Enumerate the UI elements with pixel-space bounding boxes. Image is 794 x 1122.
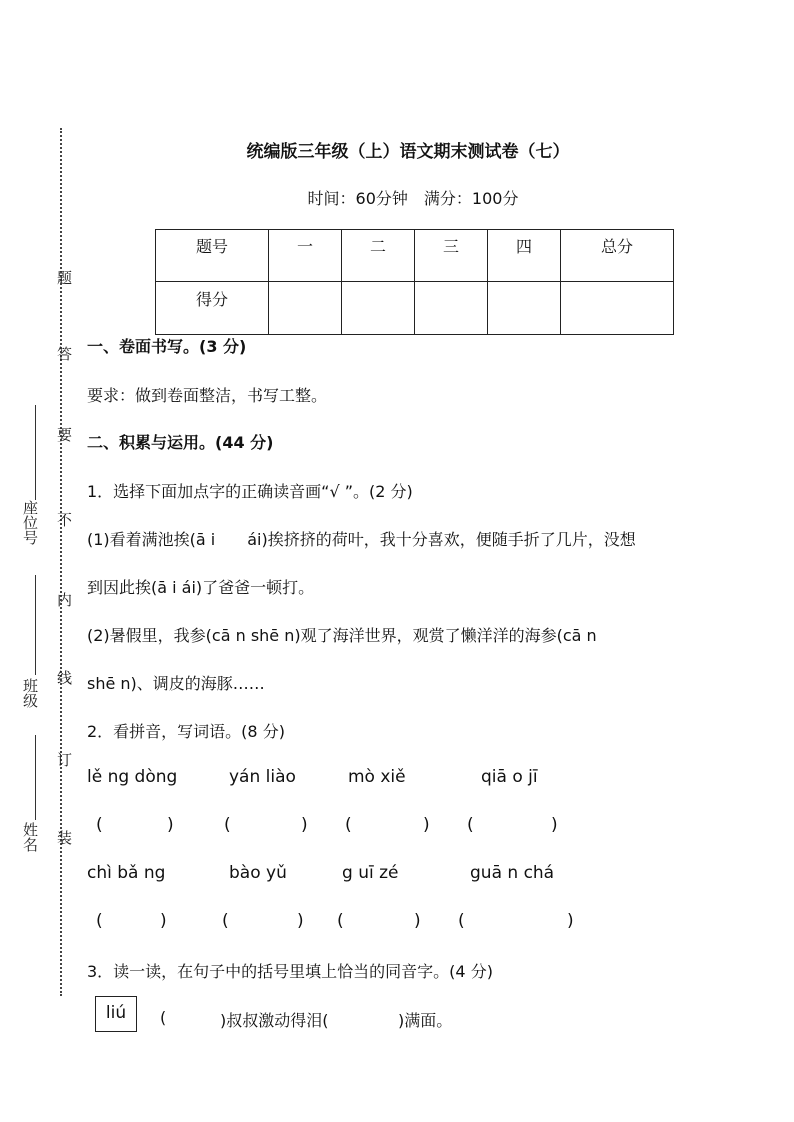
answer-paren-close: ) — [167, 815, 174, 835]
name-blank-line[interactable] — [35, 735, 36, 820]
pinyin-prompt: bào yǔ — [229, 863, 287, 883]
binding-char: 订 — [55, 752, 73, 767]
answer-paren-close: ) — [414, 911, 421, 931]
question-text: shē n)、调皮的海豚…… — [87, 674, 265, 693]
binding-char: 内 — [55, 592, 73, 607]
section-title: 一、卷面书写。(3 分) — [87, 337, 247, 356]
score-input-cell[interactable] — [269, 282, 342, 335]
answer-paren-close: ) — [297, 911, 304, 931]
name-label: 姓名 — [21, 822, 39, 852]
page-title: 统编版三年级（上）语文期末测试卷（七） — [246, 142, 570, 162]
answer-paren-close: ) — [551, 815, 558, 835]
seat-label: 座位号 — [21, 500, 39, 545]
question-text: 到因此挨(ā i ái)了爸爸一顿打。 — [87, 578, 315, 597]
binding-char: 要 — [55, 427, 73, 442]
table-header-cell: 一 — [269, 230, 342, 282]
section-text: 要求：做到卷面整洁，书写工整。 — [87, 386, 328, 405]
question-title: 3．读一读，在句子中的括号里填上恰当的同音字。(4 分) — [87, 962, 493, 981]
table-header-cell: 三 — [415, 230, 488, 282]
answer-paren-open: ( — [337, 911, 344, 931]
table-header-cell: 二 — [342, 230, 415, 282]
answer-paren-close: ) — [423, 815, 430, 835]
question-title: 1．选择下面加点字的正确读音画“√ ”。(2 分) — [87, 482, 413, 501]
table-row-label: 得分 — [156, 282, 269, 335]
binding-char: 题 — [55, 270, 73, 285]
pinyin-prompt: lě ng dòng — [87, 767, 178, 787]
binding-char: 线 — [55, 670, 73, 685]
score-input-cell[interactable] — [561, 282, 674, 335]
table-row — [156, 282, 674, 335]
pinyin-box: liú — [95, 996, 137, 1032]
pinyin-prompt: yán liào — [229, 767, 296, 787]
answer-paren-open: ( — [345, 815, 352, 835]
binding-char: 装 — [55, 830, 73, 845]
question-text: )叔叔激动得泪( — [220, 1011, 329, 1030]
answer-paren-open: ( — [96, 815, 103, 835]
pinyin-prompt: chì bǎ ng — [87, 863, 166, 883]
answer-paren-close: ) — [160, 911, 167, 931]
class-blank-line[interactable] — [35, 575, 36, 675]
score-input-cell[interactable] — [342, 282, 415, 335]
seat-blank-line[interactable] — [35, 405, 36, 500]
question-text: (1)看着满池挨(ā i ái)挨挤挤的荷叶，我十分喜欢，便随手折了几片，没想 — [87, 530, 636, 549]
question-text: )满面。 — [398, 1011, 453, 1030]
pinyin-prompt: g uī zé — [342, 863, 399, 883]
answer-paren-close: ) — [301, 815, 308, 835]
pinyin-prompt: guā n chá — [470, 863, 555, 883]
table-header-cell: 题号 — [156, 230, 269, 282]
table-row — [156, 230, 674, 282]
answer-paren-open: ( — [96, 911, 103, 931]
answer-paren-open: ( — [222, 911, 229, 931]
binding-dotted-line — [60, 128, 62, 996]
question-title: 2．看拼音，写词语。(8 分) — [87, 722, 285, 741]
pinyin-prompt: mò xiě — [348, 767, 406, 787]
binding-char: 答 — [55, 346, 73, 361]
time-info: 时间：60分钟 满分：100分 — [307, 189, 519, 208]
table-header-cell: 总分 — [561, 230, 674, 282]
answer-paren-open: ( — [458, 911, 465, 931]
score-input-cell[interactable] — [488, 282, 561, 335]
question-text: (2)暑假里，我参(cā n shē n)观了海洋世界，观赏了懒洋洋的海参(cā n — [87, 626, 597, 645]
score-input-cell[interactable] — [415, 282, 488, 335]
binding-char: 不 — [55, 512, 73, 527]
section-title: 二、积累与运用。(44 分) — [87, 433, 274, 452]
class-label: 班级 — [21, 678, 39, 708]
answer-paren-open: ( — [467, 815, 474, 835]
answer-paren-close: ) — [567, 911, 574, 931]
answer-paren-open: ( — [160, 1008, 167, 1027]
score-table — [155, 229, 674, 335]
pinyin-prompt: qiā o jī — [481, 767, 538, 787]
answer-paren-open: ( — [224, 815, 231, 835]
table-header-cell: 四 — [488, 230, 561, 282]
